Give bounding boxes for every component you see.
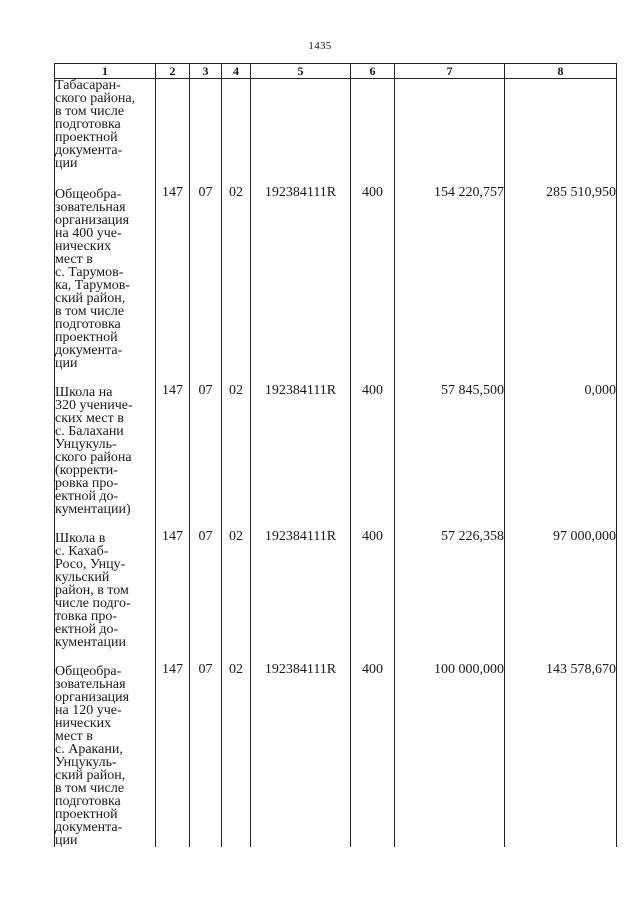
col-header-3: 3 xyxy=(190,64,222,79)
object-name-line: ский район, xyxy=(55,768,126,783)
object-name-line: товка про- xyxy=(55,609,118,624)
object-name-line: ции xyxy=(55,833,78,848)
object-name-line: проектной xyxy=(55,330,118,345)
target-article-cell: 192384111R xyxy=(251,663,351,847)
expense-type-cell: 400 xyxy=(351,384,395,530)
subsection-code-cell: 02 xyxy=(222,384,251,530)
object-name-line: район, в том xyxy=(55,583,129,598)
object-name-line: документа- xyxy=(55,143,123,158)
ministry-code-cell: 147 xyxy=(156,384,190,530)
object-name-line: Школа в xyxy=(55,531,106,546)
object-name-line: зовательная xyxy=(55,200,126,215)
object-name-line: ектной до- xyxy=(55,622,119,637)
object-name-line: Общеобра- xyxy=(55,664,122,679)
object-name-line: кульский xyxy=(55,570,110,585)
amount-year-1-cell: 57 845,500 xyxy=(395,384,505,530)
amount-year-2-cell: 143 578,670 xyxy=(505,663,617,847)
object-name-line: ского района xyxy=(55,450,132,465)
object-name-line: числе подго- xyxy=(55,596,131,611)
object-name-line: подготовка xyxy=(55,317,121,332)
object-name-line: (корректи- xyxy=(55,463,118,478)
object-name-line: ского района, xyxy=(55,91,136,106)
section-code-cell: 07 xyxy=(190,530,222,663)
target-article-cell xyxy=(251,79,351,187)
amount-year-1-cell: 57 226,358 xyxy=(395,530,505,663)
budget-table xyxy=(54,63,617,847)
table-row xyxy=(55,79,617,187)
object-name-line: ских мест в xyxy=(55,411,124,426)
object-name-cell xyxy=(55,663,156,847)
object-name-line: на 400 уче- xyxy=(55,226,122,241)
amount-year-1-cell: 154 220,757 xyxy=(395,186,505,384)
ministry-code-cell xyxy=(156,79,190,187)
object-name-line: 320 учениче- xyxy=(55,398,133,413)
section-code-cell: 07 xyxy=(190,384,222,530)
object-name-line: зовательная xyxy=(55,677,126,692)
object-name-line: с. Аракани, xyxy=(55,742,123,757)
page-number: 1435 xyxy=(308,40,332,52)
subsection-code-cell: 02 xyxy=(222,530,251,663)
section-code-cell xyxy=(190,79,222,187)
object-name-line: нических xyxy=(55,716,112,731)
expense-type-cell xyxy=(351,79,395,187)
table-row xyxy=(55,663,617,847)
object-name-cell xyxy=(55,186,156,384)
target-article-cell: 192384111R xyxy=(251,186,351,384)
col-header-5: 5 xyxy=(251,64,351,79)
col-header-7: 7 xyxy=(395,64,505,79)
object-name-cell xyxy=(55,384,156,530)
amount-year-2-cell: 0,000 xyxy=(505,384,617,530)
ministry-code-cell: 147 xyxy=(156,663,190,847)
object-name-line: документа- xyxy=(55,820,123,835)
table-body xyxy=(55,79,617,848)
object-name-line: мест в xyxy=(55,729,93,744)
expense-type-cell: 400 xyxy=(351,663,395,847)
object-name-line: Общеобра- xyxy=(55,187,122,202)
object-name-line: Унцукуль- xyxy=(55,755,117,770)
object-name-line: Росо, Унцу- xyxy=(55,557,126,572)
col-header-4: 4 xyxy=(222,64,251,79)
amount-year-2-cell xyxy=(505,79,617,187)
object-name-line: Школа на xyxy=(55,385,113,400)
ministry-code-cell: 147 xyxy=(156,186,190,384)
object-name-line: в том числе xyxy=(55,781,125,796)
object-name-cell xyxy=(55,530,156,663)
object-name-line: документа- xyxy=(55,343,123,358)
subsection-code-cell: 02 xyxy=(222,663,251,847)
object-name-line: подготовка xyxy=(55,794,121,809)
table-row xyxy=(55,186,617,384)
object-name-line: с. Кахаб- xyxy=(55,544,109,559)
object-name-line: Табасаран- xyxy=(55,78,121,93)
object-name-line: Унцукуль- xyxy=(55,437,117,452)
object-name-line: ции xyxy=(55,356,78,371)
ministry-code-cell: 147 xyxy=(156,530,190,663)
col-header-6: 6 xyxy=(351,64,395,79)
amount-year-1-cell xyxy=(395,79,505,187)
section-code-cell: 07 xyxy=(190,186,222,384)
object-name-cell xyxy=(55,79,156,187)
object-name-line: ровка про- xyxy=(55,476,119,491)
object-name-line: организация xyxy=(55,213,130,228)
object-name-line: кументации xyxy=(55,635,126,650)
table-row xyxy=(55,530,617,663)
section-code-cell: 07 xyxy=(190,663,222,847)
object-name-line: мест в xyxy=(55,252,93,267)
target-article-cell: 192384111R xyxy=(251,384,351,530)
col-header-2: 2 xyxy=(156,64,190,79)
object-name-line: подготовка xyxy=(55,117,121,132)
object-name-line: организация xyxy=(55,690,130,705)
col-header-8: 8 xyxy=(505,64,617,79)
object-name-line: проектной xyxy=(55,807,118,822)
object-name-line: проектной xyxy=(55,130,118,145)
subsection-code-cell xyxy=(222,79,251,187)
object-name-line: ции xyxy=(55,156,78,171)
target-article-cell: 192384111R xyxy=(251,530,351,663)
object-name-line: кументации) xyxy=(55,502,131,517)
expense-type-cell: 400 xyxy=(351,530,395,663)
subsection-code-cell: 02 xyxy=(222,186,251,384)
col-header-1: 1 xyxy=(55,64,156,79)
object-name-line: с. Балахани xyxy=(55,424,124,439)
amount-year-2-cell: 97 000,000 xyxy=(505,530,617,663)
amount-year-1-cell: 100 000,000 xyxy=(395,663,505,847)
object-name-line: в том числе xyxy=(55,304,125,319)
object-name-line: ский район, xyxy=(55,291,126,306)
object-name-line: с. Тарумов- xyxy=(55,265,124,280)
object-name-line: нических xyxy=(55,239,112,254)
object-name-line: ектной до- xyxy=(55,489,119,504)
table-row xyxy=(55,384,617,530)
object-name-line: в том числе xyxy=(55,104,125,119)
header-row xyxy=(55,64,617,79)
object-name-line: на 120 уче- xyxy=(55,703,122,718)
expense-type-cell: 400 xyxy=(351,186,395,384)
amount-year-2-cell: 285 510,950 xyxy=(505,186,617,384)
object-name-line: ка, Тарумов- xyxy=(55,278,130,293)
